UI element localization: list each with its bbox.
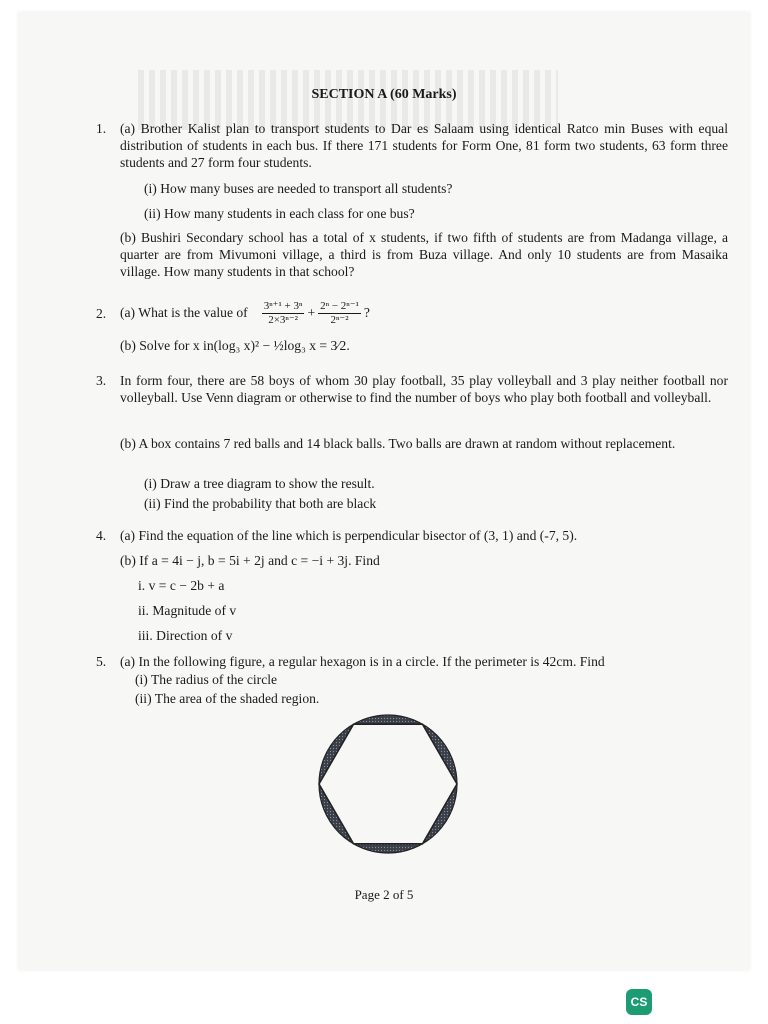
q5-number: 5. [96, 654, 107, 669]
q4-number: 4. [96, 528, 107, 543]
q3-part-b: (b) A box contains 7 red balls and 14 black balls. Two balls are drawn at random without replacement. [120, 436, 676, 451]
q2-part-a [120, 292, 370, 334]
fraction-2-denominator: 2ⁿ⁻² [330, 313, 349, 326]
q2-part-b: (b) Solve for x in(log₃ x)² − ½log₃ x = 3⁄2. [120, 338, 350, 353]
q4-b-iii: iii. Direction of v [138, 628, 233, 643]
q4-b-ii: ii. Magnitude of v [138, 603, 237, 618]
q2-fraction-2 [318, 300, 361, 327]
q4-part-a: (a) Find the equation of the line which is perpendicular bisector of (3, 1) and (-7, 5). [120, 528, 578, 543]
q1-a-ii: (ii) How many students in each class for one bus? [144, 206, 415, 221]
camscanner-logo: CS [626, 989, 652, 1015]
fraction-1-denominator: 2×3ⁿ⁻² [268, 313, 298, 326]
q3-part-a: In form four, there are 58 boys of whom 30 play football, 35 play volleyball and 3 play neither football nor volleyball. Use Venn diagram or otherwise to find the number of boys who play both football and volleyball. [120, 373, 728, 406]
q4-part-b: (b) If a = 4i − j, b = 5i + 2j and c = −i + 3j. Find [120, 553, 380, 568]
section-title: SECTION A (60 Marks) [311, 87, 457, 102]
q1-number: 1. [96, 121, 107, 136]
q3-b-i: (i) Draw a tree diagram to show the result. [144, 476, 375, 491]
fraction-2-numerator: 2ⁿ − 2ⁿ⁻¹ [320, 299, 359, 312]
page-number: Page 2 of 5 [354, 887, 414, 902]
q2-fraction-1 [262, 300, 305, 327]
q5-a-i: (i) The radius of the circle [135, 672, 278, 687]
hexagon-in-circle-figure [308, 714, 468, 854]
q1-part-b: (b) Bushiri Secondary school has a total of x students, if two fifth of students are from Madanga village, a quarter are from Mivumoni village, a third is from Buza village. And only 10 students are from Masaika village. How many students in that school? [120, 230, 728, 280]
q2-a-prefix: (a) What is the value of [120, 305, 248, 321]
q2-number: 2. [96, 306, 107, 321]
q5-a-ii: (ii) The area of the shaded region. [135, 691, 320, 706]
q1-a-i: (i) How many buses are needed to transport all students? [144, 181, 453, 196]
question-mark: ? [363, 305, 370, 321]
q3-b-ii: (ii) Find the probability that both are black [144, 496, 377, 511]
plus-sign: + [307, 305, 316, 321]
q1-part-a: (a) Brother Kalist plan to transport students to Dar es Salaam using identical Ratco min Buses with equal distribution of students in each bus. If there 171 students for Form One, 81 form two students, 63 form three students and 27 form four students. [120, 121, 728, 171]
q4-b-i: i. v = c − 2b + a [138, 578, 225, 593]
fraction-1-numerator: 3ⁿ⁺¹ + 3ⁿ [263, 299, 303, 312]
q5-part-a: (a) In the following figure, a regular hexagon is in a circle. If the perimeter is 42cm. Find [120, 654, 605, 669]
q3-number: 3. [96, 373, 107, 388]
